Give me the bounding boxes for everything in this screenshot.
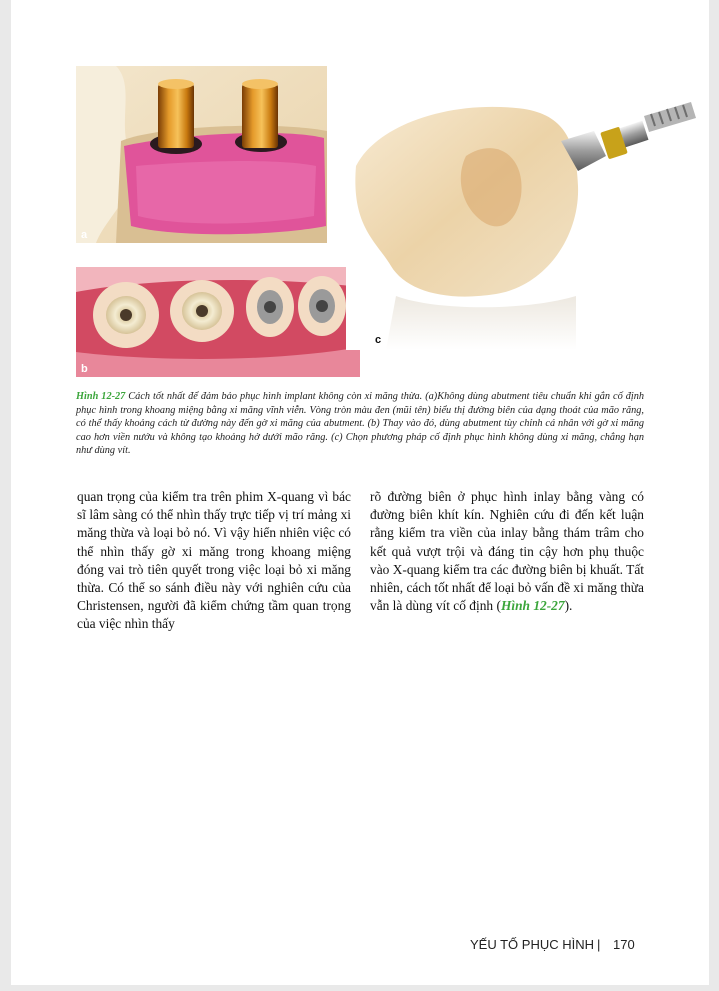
body-right-column — [370, 488, 644, 615]
right-column-text: rõ đường biên ở phục hình inlay bằng vàng có đường biên khít kín. Nghiên cứu đi đến kết luận rằng kiểm tra viền của inlay bằng thám trâm cho kết quả vượt trội và đáng tin cậy hơn phụ thuộc vào X-quang kiểm tra các đường biên bị khuất. Tất nhiên, cách tốt nhất để loại bỏ vấn đề xi măng thừa vẫn là dùng vít cố định — [370, 489, 644, 614]
figure-b-photo — [76, 267, 360, 377]
body-left-column: quan trọng của kiểm tra trên phim X-quang vì bác sĩ lâm sàng có thể nhìn thấy trực tiếp vị trí mảng xi măng thừa và loại bỏ nó. Vì vậy hiển nhiên việc có thể nhìn thấy gờ xi măng trong khoang miệng đóng vai trò tiên quyết trong việc loại bỏ xi măng thừa. Có thể so sánh điều này với nghiên cứu của Christensen, người đã kiểm chứng tầm quan trọng của việc nhìn thấy — [77, 489, 351, 632]
figure-c-label: c — [375, 334, 382, 346]
figure-b-label: b — [81, 363, 88, 375]
running-footer-section: YẾU TỐ PHỤC HÌNH — [470, 937, 594, 952]
figure-a-label: a — [81, 229, 88, 241]
page-number: 170 — [613, 937, 635, 952]
caption-figure-ref: Hình 12-27 — [76, 391, 126, 402]
footer-separator: | — [597, 937, 601, 952]
figure-a-photo — [76, 66, 327, 243]
figure-c-photo — [346, 96, 698, 350]
caption-text: Cách tốt nhất để đảm bảo phục hình implant không còn xi măng thừa. (a)Không dùng abutment tiêu chuẩn khi gắn cố định phục hình trong khoang miệng bằng xi măng vĩnh viễn. Vòng tròn màu đen (mũi tên) biểu thị đường biên của dạng thoát của mão răng, có thể thấy khoảng cách từ đường này đến gờ xi măng của abutment. (b) Thay vào đó, dùng abutment tùy chỉnh cá nhân với gờ xi măng cao hơn viền nướu và không tạo khoảng hở dưới mão răng. (c) Chọn phương pháp cố định phục hình không dùng xi măng, chẳng hạn như dùng vít. — [76, 391, 645, 457]
right-column-open: ( — [496, 598, 501, 614]
inline-figure-ref[interactable]: Hình 12-27 — [500, 598, 565, 614]
right-column-close: ). — [564, 598, 573, 614]
figure-caption — [76, 390, 644, 458]
